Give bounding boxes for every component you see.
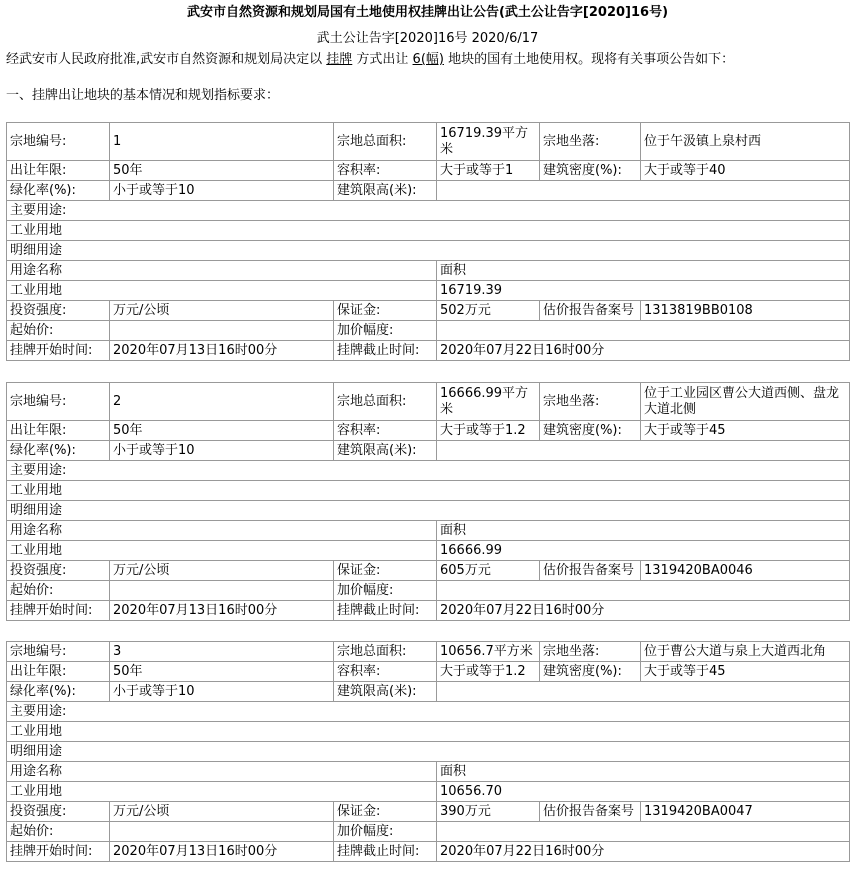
value-end-time: 2020年07月22日16时00分 xyxy=(437,341,850,361)
intro-text-2: 方式出让 xyxy=(352,52,413,67)
table-row xyxy=(7,742,850,762)
intro-text-1: 经武安市人民政府批准,武安市自然资源和规划局决定以 xyxy=(6,52,327,67)
label-total-area: 宗地总面积: xyxy=(334,123,437,161)
table-row xyxy=(7,662,850,682)
parcel-table-2 xyxy=(6,382,850,621)
value-start-time: 2020年07月13日16时00分 xyxy=(110,341,334,361)
intro-count: 6(幅) xyxy=(412,52,444,67)
value-appraisal: 1319420BA0046 xyxy=(641,561,850,581)
label-area: 面积 xyxy=(437,521,850,541)
value-far: 大于或等于1.2 xyxy=(437,662,540,682)
value-invest: 万元/公顷 xyxy=(110,301,334,321)
table-row xyxy=(7,501,850,521)
value-density: 大于或等于45 xyxy=(641,662,850,682)
value-use-name: 工业用地 xyxy=(7,541,437,561)
value-term: 50年 xyxy=(110,662,334,682)
value-start-price xyxy=(110,822,334,842)
label-start-price: 起始价: xyxy=(7,581,110,601)
table-row xyxy=(7,181,850,201)
label-use-name: 用途名称 xyxy=(7,762,437,782)
value-area: 16666.99 xyxy=(437,541,850,561)
table-row xyxy=(7,281,850,301)
table-row xyxy=(7,521,850,541)
table-row xyxy=(7,481,850,501)
label-height: 建筑限高(米): xyxy=(334,441,437,461)
value-increment xyxy=(437,321,850,341)
value-main-use: 工业用地 xyxy=(7,481,850,501)
value-density: 大于或等于45 xyxy=(641,421,850,441)
page-subtitle: 武土公让告字[2020]16号 2020/6/17 xyxy=(316,31,539,46)
label-green: 绿化率(%): xyxy=(7,682,110,702)
value-deposit: 390万元 xyxy=(437,802,540,822)
label-increment: 加价幅度: xyxy=(334,822,437,842)
label-parcel-no: 宗地编号: xyxy=(7,642,110,662)
value-green: 小于或等于10 xyxy=(110,682,334,702)
value-use-name: 工业用地 xyxy=(7,782,437,802)
label-location: 宗地坐落: xyxy=(540,642,641,662)
value-start-time: 2020年07月13日16时00分 xyxy=(110,601,334,621)
value-parcel-no: 3 xyxy=(110,642,334,662)
label-end-time: 挂牌截止时间: xyxy=(334,842,437,862)
value-location: 位于曹公大道与泉上大道西北角 xyxy=(641,642,850,662)
label-location: 宗地坐落: xyxy=(540,383,641,421)
label-detail-use: 明细用途 xyxy=(7,241,850,261)
table-row xyxy=(7,561,850,581)
value-area: 16719.39 xyxy=(437,281,850,301)
label-total-area: 宗地总面积: xyxy=(334,383,437,421)
label-area: 面积 xyxy=(437,261,850,281)
label-increment: 加价幅度: xyxy=(334,321,437,341)
table-row xyxy=(7,722,850,742)
table-row xyxy=(7,321,850,341)
label-parcel-no: 宗地编号: xyxy=(7,123,110,161)
table-row xyxy=(7,261,850,281)
label-increment: 加价幅度: xyxy=(334,581,437,601)
label-far: 容积率: xyxy=(334,421,437,441)
value-start-time: 2020年07月13日16时00分 xyxy=(110,842,334,862)
table-row xyxy=(7,642,850,662)
parcel-table-1 xyxy=(6,122,850,361)
value-end-time: 2020年07月22日16时00分 xyxy=(437,601,850,621)
value-main-use: 工业用地 xyxy=(7,722,850,742)
value-deposit: 605万元 xyxy=(437,561,540,581)
label-detail-use: 明细用途 xyxy=(7,742,850,762)
table-row xyxy=(7,241,850,261)
label-start-price: 起始价: xyxy=(7,822,110,842)
label-density: 建筑密度(%): xyxy=(540,421,641,441)
value-appraisal: 1313819BB0108 xyxy=(641,301,850,321)
value-invest: 万元/公顷 xyxy=(110,802,334,822)
label-main-use: 主要用途: xyxy=(7,461,850,481)
label-total-area: 宗地总面积: xyxy=(334,642,437,662)
table-row xyxy=(7,702,850,722)
table-row xyxy=(7,161,850,181)
label-appraisal: 估价报告备案号 xyxy=(540,301,641,321)
value-height xyxy=(437,181,850,201)
value-total-area: 16666.99平方米 xyxy=(437,383,540,421)
value-term: 50年 xyxy=(110,161,334,181)
label-start-time: 挂牌开始时间: xyxy=(7,601,110,621)
table-row xyxy=(7,461,850,481)
label-term: 出让年限: xyxy=(7,662,110,682)
label-green: 绿化率(%): xyxy=(7,181,110,201)
value-appraisal: 1319420BA0047 xyxy=(641,802,850,822)
label-deposit: 保证金: xyxy=(334,301,437,321)
page-title: 武安市自然资源和规划局国有土地使用权挂牌出让公告(武土公让告字[2020]16号) xyxy=(186,5,669,20)
label-main-use: 主要用途: xyxy=(7,702,850,722)
table-row xyxy=(7,301,850,321)
label-appraisal: 估价报告备案号 xyxy=(540,561,641,581)
value-use-name: 工业用地 xyxy=(7,281,437,301)
table-row xyxy=(7,682,850,702)
value-far: 大于或等于1 xyxy=(437,161,540,181)
value-main-use: 工业用地 xyxy=(7,221,850,241)
section-heading: 一、挂牌出让地块的基本情况和规划指标要求： xyxy=(6,88,280,103)
value-start-price xyxy=(110,321,334,341)
table-row xyxy=(7,541,850,561)
value-height xyxy=(437,682,850,702)
table-row xyxy=(7,123,850,161)
value-location: 位于午汲镇上泉村西 xyxy=(641,123,850,161)
label-appraisal: 估价报告备案号 xyxy=(540,802,641,822)
value-increment xyxy=(437,822,850,842)
label-deposit: 保证金: xyxy=(334,561,437,581)
value-height xyxy=(437,441,850,461)
table-row xyxy=(7,441,850,461)
table-row xyxy=(7,341,850,361)
label-start-price: 起始价: xyxy=(7,321,110,341)
value-total-area: 16719.39平方米 xyxy=(437,123,540,161)
parcel-table-3 xyxy=(6,641,850,862)
value-total-area: 10656.7平方米 xyxy=(437,642,540,662)
label-invest: 投资强度: xyxy=(7,301,110,321)
label-main-use: 主要用途: xyxy=(7,201,850,221)
label-location: 宗地坐落: xyxy=(540,123,641,161)
label-end-time: 挂牌截止时间: xyxy=(334,601,437,621)
value-increment xyxy=(437,581,850,601)
table-row xyxy=(7,802,850,822)
label-start-time: 挂牌开始时间: xyxy=(7,842,110,862)
value-green: 小于或等于10 xyxy=(110,181,334,201)
label-density: 建筑密度(%): xyxy=(540,662,641,682)
table-row xyxy=(7,581,850,601)
value-start-price xyxy=(110,581,334,601)
label-density: 建筑密度(%): xyxy=(540,161,641,181)
value-green: 小于或等于10 xyxy=(110,441,334,461)
value-end-time: 2020年07月22日16时00分 xyxy=(437,842,850,862)
label-far: 容积率: xyxy=(334,662,437,682)
label-green: 绿化率(%): xyxy=(7,441,110,461)
table-row xyxy=(7,842,850,862)
label-term: 出让年限: xyxy=(7,421,110,441)
value-parcel-no: 2 xyxy=(110,383,334,421)
label-end-time: 挂牌截止时间: xyxy=(334,341,437,361)
table-row xyxy=(7,762,850,782)
table-row xyxy=(7,601,850,621)
value-far: 大于或等于1.2 xyxy=(437,421,540,441)
label-height: 建筑限高(米): xyxy=(334,181,437,201)
table-row xyxy=(7,383,850,421)
value-invest: 万元/公顷 xyxy=(110,561,334,581)
label-parcel-no: 宗地编号: xyxy=(7,383,110,421)
label-detail-use: 明细用途 xyxy=(7,501,850,521)
intro-text-3: 地块的国有土地使用权。现将有关事项公告如下： xyxy=(443,52,735,67)
label-invest: 投资强度: xyxy=(7,561,110,581)
label-deposit: 保证金: xyxy=(334,802,437,822)
label-far: 容积率: xyxy=(334,161,437,181)
table-row xyxy=(7,421,850,441)
value-deposit: 502万元 xyxy=(437,301,540,321)
intro-paragraph xyxy=(6,51,734,69)
value-density: 大于或等于40 xyxy=(641,161,850,181)
label-start-time: 挂牌开始时间: xyxy=(7,341,110,361)
value-location: 位于工业园区曹公大道西侧、盘龙大道北侧 xyxy=(641,383,850,421)
table-row xyxy=(7,782,850,802)
table-row xyxy=(7,221,850,241)
value-area: 10656.70 xyxy=(437,782,850,802)
label-term: 出让年限: xyxy=(7,161,110,181)
label-use-name: 用途名称 xyxy=(7,261,437,281)
intro-method: 挂牌 xyxy=(326,52,353,67)
value-parcel-no: 1 xyxy=(110,123,334,161)
table-row xyxy=(7,201,850,221)
table-row xyxy=(7,822,850,842)
value-term: 50年 xyxy=(110,421,334,441)
label-use-name: 用途名称 xyxy=(7,521,437,541)
label-height: 建筑限高(米): xyxy=(334,682,437,702)
label-area: 面积 xyxy=(437,762,850,782)
label-invest: 投资强度: xyxy=(7,802,110,822)
